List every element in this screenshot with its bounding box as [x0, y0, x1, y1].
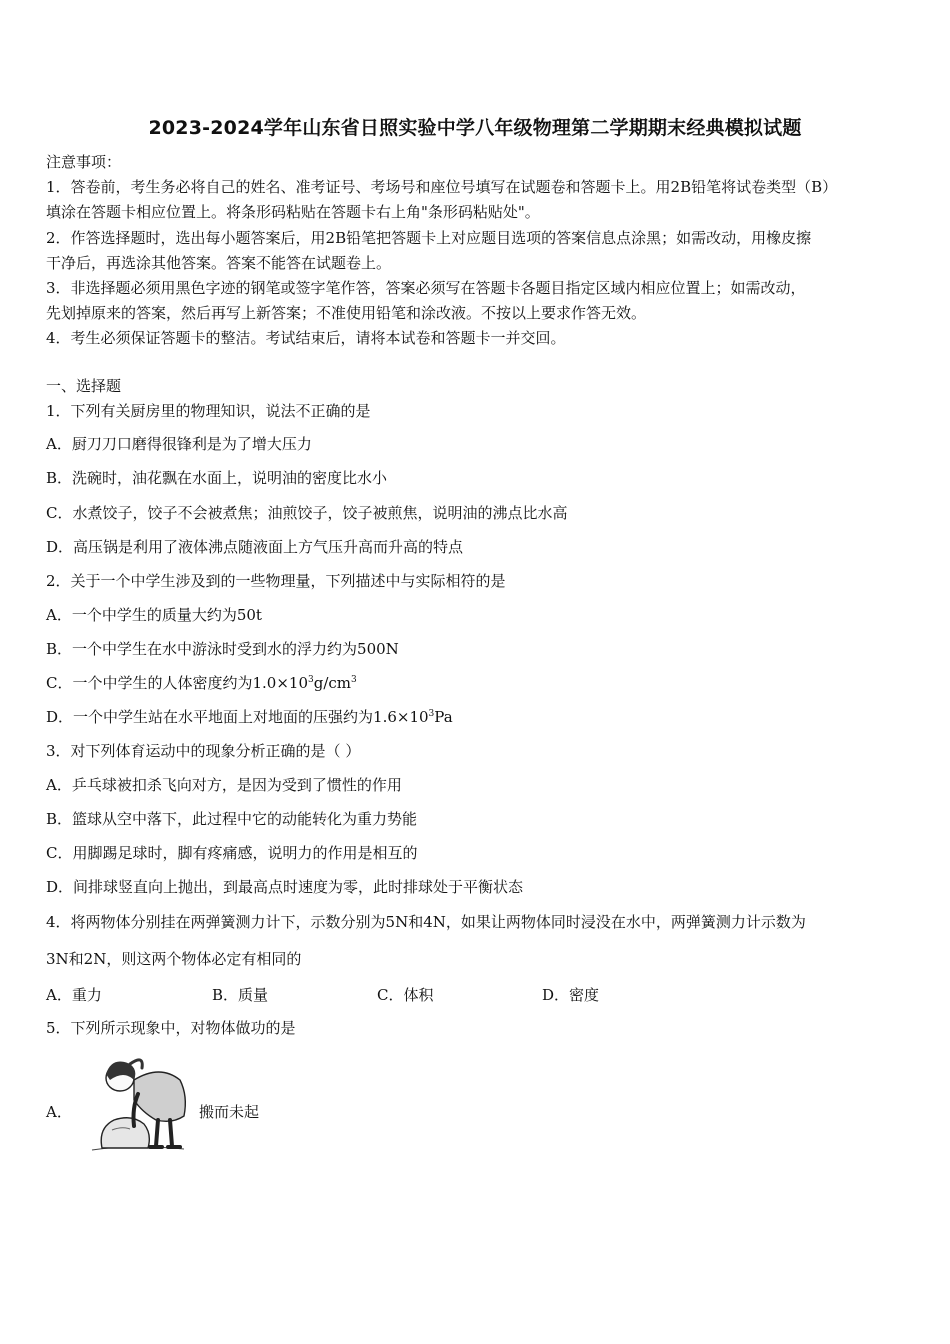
notice-line: 1．答卷前，考生务必将自己的姓名、准考证号、考场号和座位号填写在试题卷和答题卡上。用2B铅笔将试卷类型（B） [46, 178, 838, 196]
question-1-option-c: C．水煮饺子，饺子不会被煮焦；油煎饺子，饺子被煎焦，说明油的沸点比水高 [46, 504, 568, 522]
question-5-option-a-label: A． [46, 1103, 72, 1121]
question-2-option-d [46, 707, 453, 727]
option-c-unit: g/cm [313, 674, 352, 692]
question-2-option-c [46, 673, 357, 693]
question-4-option-c: C．体积 [377, 986, 434, 1004]
question-4-option-b: B．质量 [212, 986, 269, 1004]
section-heading: 一、选择题 [46, 377, 122, 395]
option-d-unit: Pa [434, 708, 453, 726]
question-4-option-d: D．密度 [542, 986, 600, 1004]
question-2-option-a: A．一个中学生的质量大约为50t [46, 606, 262, 624]
superscript: 3 [351, 675, 357, 685]
question-3-option-b: B．篮球从空中落下，此过程中它的动能转化为重力势能 [46, 810, 418, 828]
question-1-option-d: D．高压锅是利用了液体沸点随液面上方气压升高而升高的特点 [46, 538, 464, 556]
question-1-option-b: B．洗碗时，油花飘在水面上，说明油的密度比水小 [46, 469, 388, 487]
superscript: 3 [428, 709, 435, 719]
notice-line: 2．作答选择题时，选出每小题答案后，用2B铅笔把答题卡上对应题目选项的答案信息点涂黑；如需改动，用橡皮擦 [46, 229, 812, 247]
question-3-option-d: D．间排球竖直向上抛出，到最高点时速度为零，此时排球处于平衡状态 [46, 878, 524, 896]
notice-line: 3．非选择题必须用黑色字迹的钢笔或签字笔作答，答案必须写在答题卡各题目指定区域内相应位置上；如需改动， [46, 279, 806, 297]
question-3-option-c: C．用脚踢足球时，脚有疼痛感，说明力的作用是相互的 [46, 844, 418, 862]
notice-line: 先划掉原来的答案，然后再写上新答案；不准使用铅笔和涂改液。不按以上要求作答无效。 [46, 304, 647, 322]
question-2-option-b: B．一个中学生在水中游泳时受到水的浮力约为500N [46, 640, 399, 658]
question-2-stem: 2．关于一个中学生涉及到的一些物理量，下列描述中与实际相符的是 [46, 572, 506, 590]
question-1-option-a: A．厨刀刀口磨得很锋利是为了增大压力 [46, 435, 312, 453]
page-title: 2023-2024学年山东省日照实验中学八年级物理第二学期期末经典模拟试题 [148, 117, 802, 139]
notice-line: 4．考生必须保证答题卡的整洁。考试结束后，请将本试卷和答题卡一并交回。 [46, 329, 566, 347]
question-1-stem: 1．下列有关厨房里的物理知识，说法不正确的是 [46, 402, 371, 420]
question-5-option-a-caption: 搬而未起 [199, 1103, 260, 1121]
notice-line: 干净后，再选涂其他答案。答案不能答在试题卷上。 [46, 254, 392, 272]
question-4-stem-continued: 3N和2N，则这两个物体必定有相同的 [46, 950, 302, 968]
option-c-text: C．一个中学生的人体密度约为1.0×10 [46, 674, 308, 692]
question-4-stem: 4．将两物体分别挂在两弹簧测力计下，示数分别为5N和4N，如果让两物体同时浸没在水中，两弹簧测力计示数为 [46, 913, 806, 931]
question-4-option-a: A．重力 [46, 986, 102, 1004]
notice-line: 填涂在答题卡相应位置上。将条形码粘贴在答题卡右上角"条形码粘贴处"。 [46, 203, 540, 221]
question-3-stem: 3．对下列体育运动中的现象分析正确的是（ ） [46, 742, 361, 760]
girl-lifting-rock-illustration [72, 1050, 194, 1160]
superscript: 3 [308, 675, 314, 685]
question-3-option-a: A．乒乓球被扣杀飞向对方，是因为受到了惯性的作用 [46, 776, 402, 794]
notice-heading: 注意事项： [46, 153, 122, 171]
option-d-text: D．一个中学生站在水平地面上对地面的压强约为1.6×10 [46, 708, 429, 726]
question-5-stem: 5．下列所示现象中，对物体做功的是 [46, 1019, 296, 1037]
